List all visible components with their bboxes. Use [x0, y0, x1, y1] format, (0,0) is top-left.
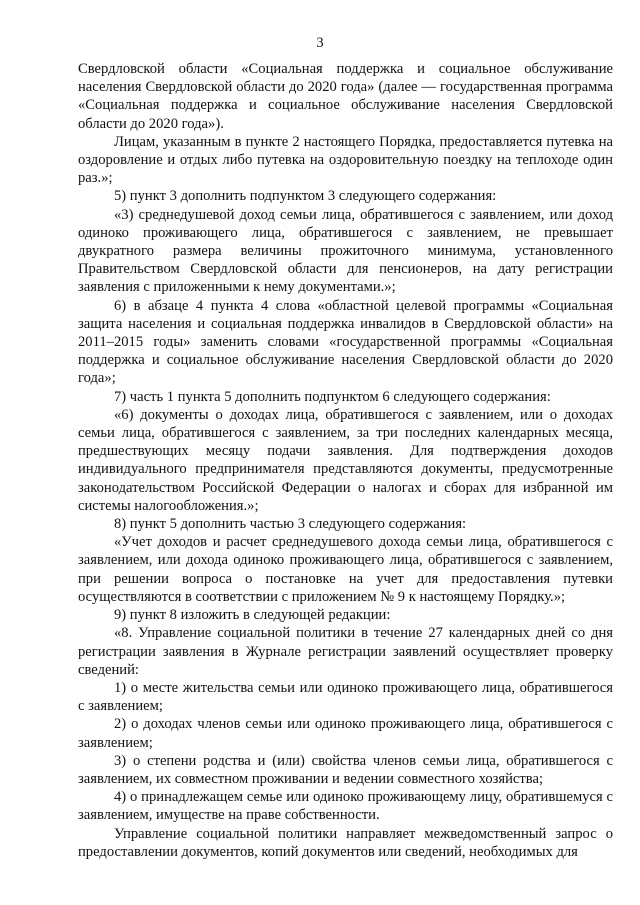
paragraph: Управление социальной политики направляет межведомственный запрос о предоставлении документов, копий документов или сведений, необходимых для — [78, 825, 613, 860]
paragraph: 1) о месте жительства семьи или одиноко проживающего лица, обратившегося с заявлением; — [78, 679, 613, 715]
paragraph: 8) пункт 5 дополнить частью 3 следующего содержания: — [114, 516, 467, 533]
paragraph: 9) пункт 8 изложить в следующей редакции: — [114, 607, 391, 624]
paragraph: «6) документы о доходах лица, обратившегося с заявлением, или о доходах семьи лица, обратившегося с заявлением, за три последних календарных месяца, предшествующих месяцу подачи заявления. Для подтверждения доходов индивидуального предпринимателя представляются документы, предусмотренные законодательством Российской Федерации о налогах и сборах для избранной им системы налогообложения.»; — [78, 406, 613, 514]
paragraph: «8. Управление социальной политики в течение 27 календарных дней со дня регистрации заявления в Журнале регистрации заявлений осуществляет проверку сведений: — [78, 625, 613, 678]
paragraph: 7) часть 1 пункта 5 дополнить подпунктом 6 следующего содержания: — [114, 388, 551, 405]
document-body — [78, 60, 613, 861]
paragraph: «3) среднедушевой доход семьи лица, обратившегося с заявлением, или доход одиноко проживающего лица, обратившегося с заявлением, не превышает двукратного размера величины прожиточного минимума, установленного Правительством Свердловской области для пенсионеров, на дату регистрации заявления с приложенными к нему документами.»; — [78, 206, 613, 296]
paragraph: Лицам, указанным в пункте 2 настоящего Порядка, предоставляется путевка на оздоровление и отдых либо путевка на оздоровительную поездку на теплоходе один раз.»; — [78, 133, 613, 187]
page-number: 3 — [316, 35, 324, 51]
paragraph: 5) пункт 3 дополнить подпунктом 3 следующего содержания: — [114, 188, 497, 205]
paragraph: 2) о доходах членов семьи или одиноко проживающего лица, обратившегося с заявлением; — [78, 716, 613, 751]
paragraph: 3) о степени родства и (или) свойства членов семьи лица, обратившегося с заявлением, их совместном проживании и ведении совместного хозяйства; — [78, 752, 613, 787]
paragraph: «Учет доходов и расчет среднедушевого дохода семьи лица, обратившегося с заявлением, или дохода одиноко проживающего лица, обратившегося с заявлением, при решении вопроса о постановке на учет для предоставления путевки осуществляются в соответствии с приложением № 9 к настоящему Порядку.»; — [78, 534, 613, 605]
paragraph: 6) в абзаце 4 пункта 4 слова «областной целевой программы «Социальная защита населения и социальная поддержка инвалидов в Свердловской области» на 2011–2015 годы» заменить словами «государственной программы «Социальная поддержка и социальное обслуживание населения Свердловской области до 2020 года»; — [78, 297, 613, 387]
paragraph: 4) о принадлежащем семье или одиноко проживающему лицу, обратившемуся с заявлением, имуществе на праве собственности. — [78, 789, 613, 824]
paragraph: Свердловской области «Социальная поддержка и социальное обслуживание населения Свердловской области до 2020 года» (далее — государственная программа «Социальная поддержка и социальное обслуживание населения Свердловской области до 2020 года»). — [78, 61, 613, 132]
